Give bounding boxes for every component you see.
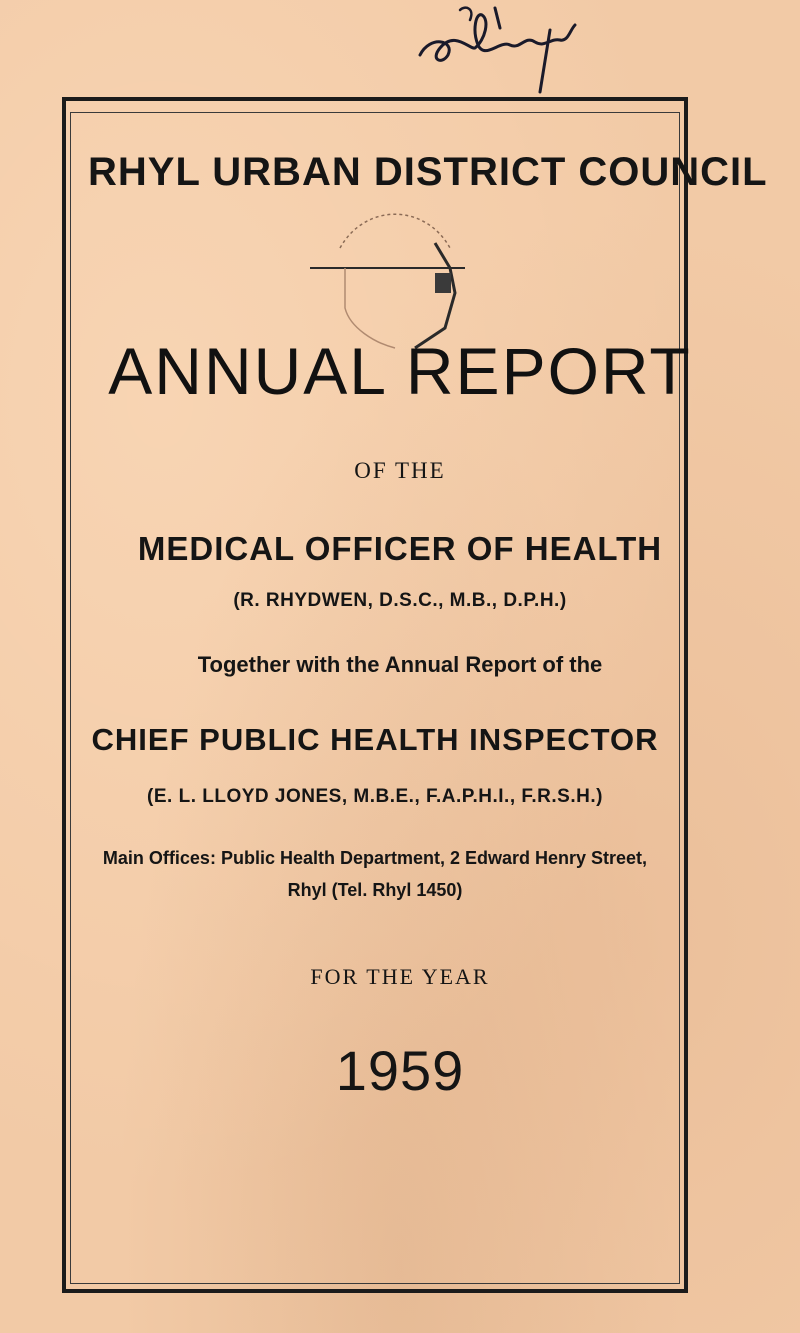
council-heading: RHYL URBAN DISTRICT COUNCIL bbox=[88, 150, 768, 194]
for-the-year-label: FOR THE YEAR bbox=[310, 964, 490, 989]
handwritten-signature bbox=[400, 0, 590, 95]
of-the-label: OF THE bbox=[354, 458, 446, 483]
report-title: ANNUAL REPORT bbox=[108, 334, 692, 408]
medical-officer-title: MEDICAL OFFICER OF HEALTH bbox=[137, 530, 663, 567]
inspector-title: CHIEF PUBLIC HEALTH INSPECTOR bbox=[91, 722, 659, 757]
together-line: Together with the Annual Report of the bbox=[197, 652, 603, 677]
main-offices-address: Main Offices: Public Health Department, 2 Edward Henry Street, Rhyl (Tel. Rhyl 1450) bbox=[102, 848, 648, 900]
inspector-name: (E. L. LLOYD JONES, M.B.E., F.A.P.H.I., F.R.S.H.) bbox=[147, 786, 603, 807]
medical-officer-name: (R. RHYDWEN, D.S.C., M.B., D.P.H.) bbox=[233, 590, 567, 611]
report-year: 1959 bbox=[335, 1039, 465, 1102]
